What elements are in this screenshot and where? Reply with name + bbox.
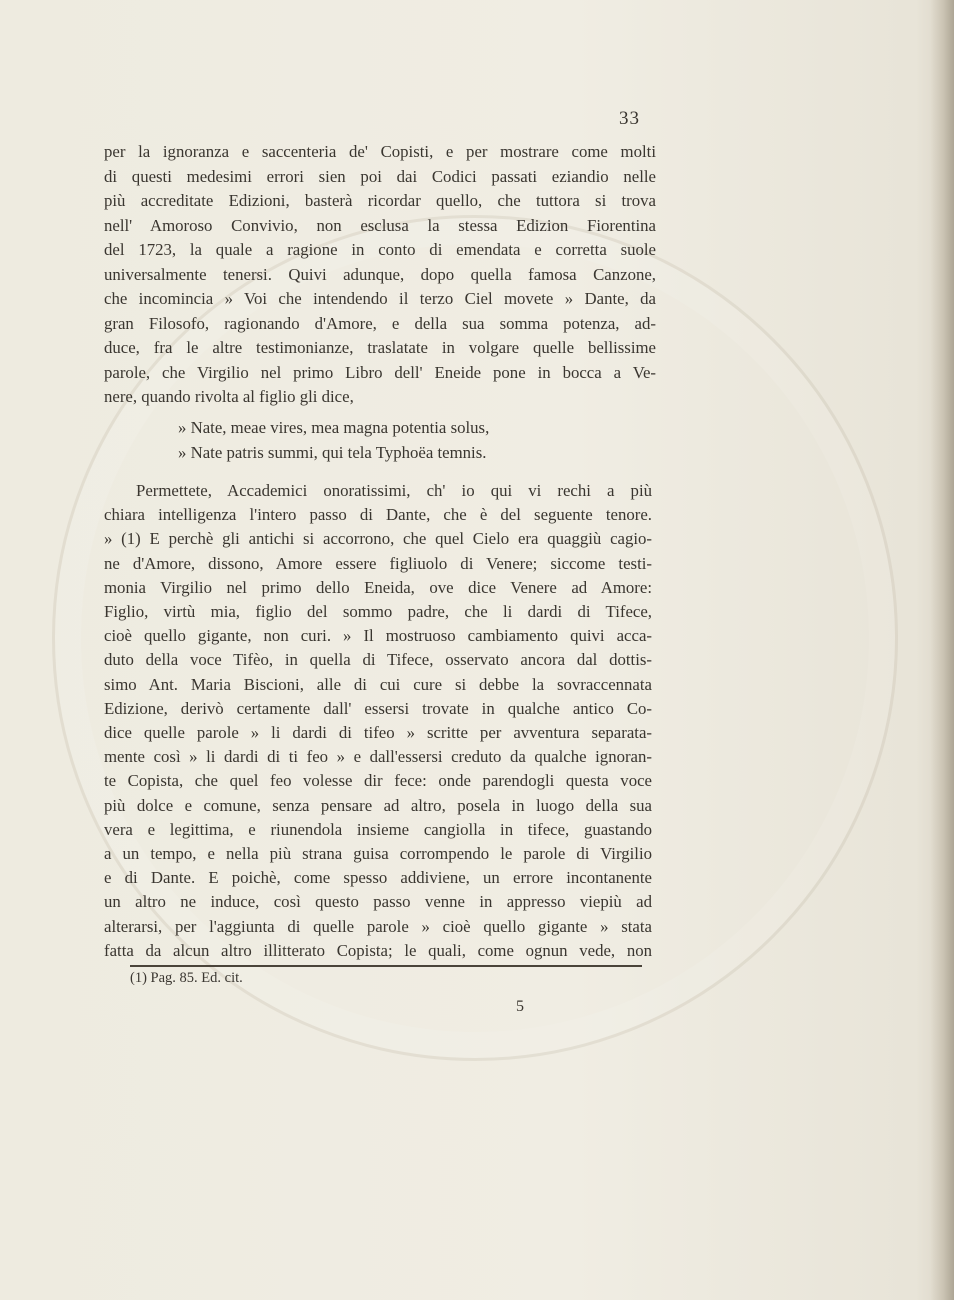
text-line: e di Dante. E poichè, come spesso addiviene, un errore incontanente bbox=[104, 868, 652, 888]
text-line: un altro ne induce, così questo passo venne in appresso viepiù ad bbox=[104, 892, 652, 912]
text-line: gran Filosofo, ragionando d'Amore, e della sua somma potenza, ad- bbox=[104, 313, 656, 333]
text-line: del 1723, la quale a ragione in conto di emendata e corretta suole bbox=[104, 240, 656, 259]
text-line: » (1) E perchè gli antichi si accorrono, che quel Cielo era quaggiù cagio- bbox=[104, 529, 652, 549]
text-line: Edizione, derivò certamente dall' essersi trovate in qualche antico Co- bbox=[104, 698, 652, 718]
paragraph-2 bbox=[104, 479, 652, 963]
text-line: chiara intelligenza l'intero passo di Dante, che è del seguente tenore. bbox=[104, 505, 652, 525]
text-line: monia Virgilio nel primo dello Eneida, ove dice Venere ad Amore: bbox=[104, 577, 652, 597]
footnote: (1) Pag. 85. Ed. cit. bbox=[130, 970, 243, 986]
text-line: Figlio, virtù mia, figlio del sommo padre, che li dardi di Tifece, bbox=[104, 602, 652, 622]
quote-line: » Nate, meae vires, mea magna potentia solus, bbox=[178, 418, 490, 437]
text-line: a un tempo, e nella più strana guisa corrompendo le parole di Virgilio bbox=[104, 844, 652, 864]
paragraph-1 bbox=[104, 140, 656, 410]
text-line: di questi medesimi errori sien poi dai Codici passati eziandio nelle bbox=[104, 166, 656, 186]
text-line: fatta da alcun altro illitterato Copista; le quali, come ognun vede, non bbox=[104, 940, 652, 960]
text-line: te Copista, che quel feo volesse dir fece: onde parendogli questa voce bbox=[104, 771, 652, 791]
text-line: dice quelle parole » li dardi di tifeo » scritte per avventura separata- bbox=[104, 723, 652, 743]
quote-line: » Nate patris summi, qui tela Typhoëa temnis. bbox=[178, 442, 487, 462]
text-line: nell' Amoroso Convivio, non esclusa la stessa Edizion Fiorentina bbox=[104, 215, 656, 235]
text-line: nere, quando rivolta al figlio gli dice, bbox=[104, 387, 354, 406]
text-line: ne d'Amore, dissono, Amore essere figliuolo di Venere; siccome testi- bbox=[104, 553, 652, 573]
text-line: duce, fra le altre testimonianze, traslatate in volgare quelle bellissime bbox=[104, 338, 656, 357]
text-line: duto della voce Tifèo, in quella di Tifece, osservato ancora dal dottis- bbox=[104, 650, 652, 670]
page-number: 33 bbox=[619, 108, 640, 129]
text-line: mente così » li dardi di ti feo » e dall'essersi creduto da qualche ignoran- bbox=[104, 747, 652, 767]
text-line: simo Ant. Maria Biscioni, alle di cui cure si debbe la sovraccennata bbox=[104, 674, 652, 694]
text-line: vera e legittima, e riunendola insieme cangiolla in tifece, guastando bbox=[104, 819, 652, 839]
text-line: parole, che Virgilio nel primo Libro dell' Eneide pone in bocca a Ve- bbox=[104, 362, 656, 382]
text-line: per la ignoranza e saccenteria de' Copisti, e per mostrare come molti bbox=[104, 142, 656, 161]
text-line: universalmente tenersi. Quivi adunque, dopo quella famosa Canzone, bbox=[104, 264, 656, 284]
text-line: alterarsi, per l'aggiunta di quelle parole » cioè quello gigante » stata bbox=[104, 916, 652, 936]
page-edge-shadow bbox=[930, 0, 954, 1300]
text-line: più dolce e comune, senza pensare ad altro, posela in luogo della sua bbox=[104, 795, 652, 815]
signature-mark: 5 bbox=[516, 998, 524, 1015]
text-line: Permettete, Accademici onoratissimi, ch' io qui vi rechi a più bbox=[136, 481, 652, 500]
footnote-rule bbox=[130, 965, 642, 967]
latin-quote bbox=[178, 416, 558, 465]
text-line: che incomincia » Voi che intendendo il terzo Ciel movete » Dante, da bbox=[104, 289, 656, 308]
text-line: più accreditate Edizioni, basterà ricordar quello, che tuttora si trova bbox=[104, 191, 656, 210]
text-line: cioè quello gigante, non curi. » Il mostruoso cambiamento quivi acca- bbox=[104, 626, 652, 646]
